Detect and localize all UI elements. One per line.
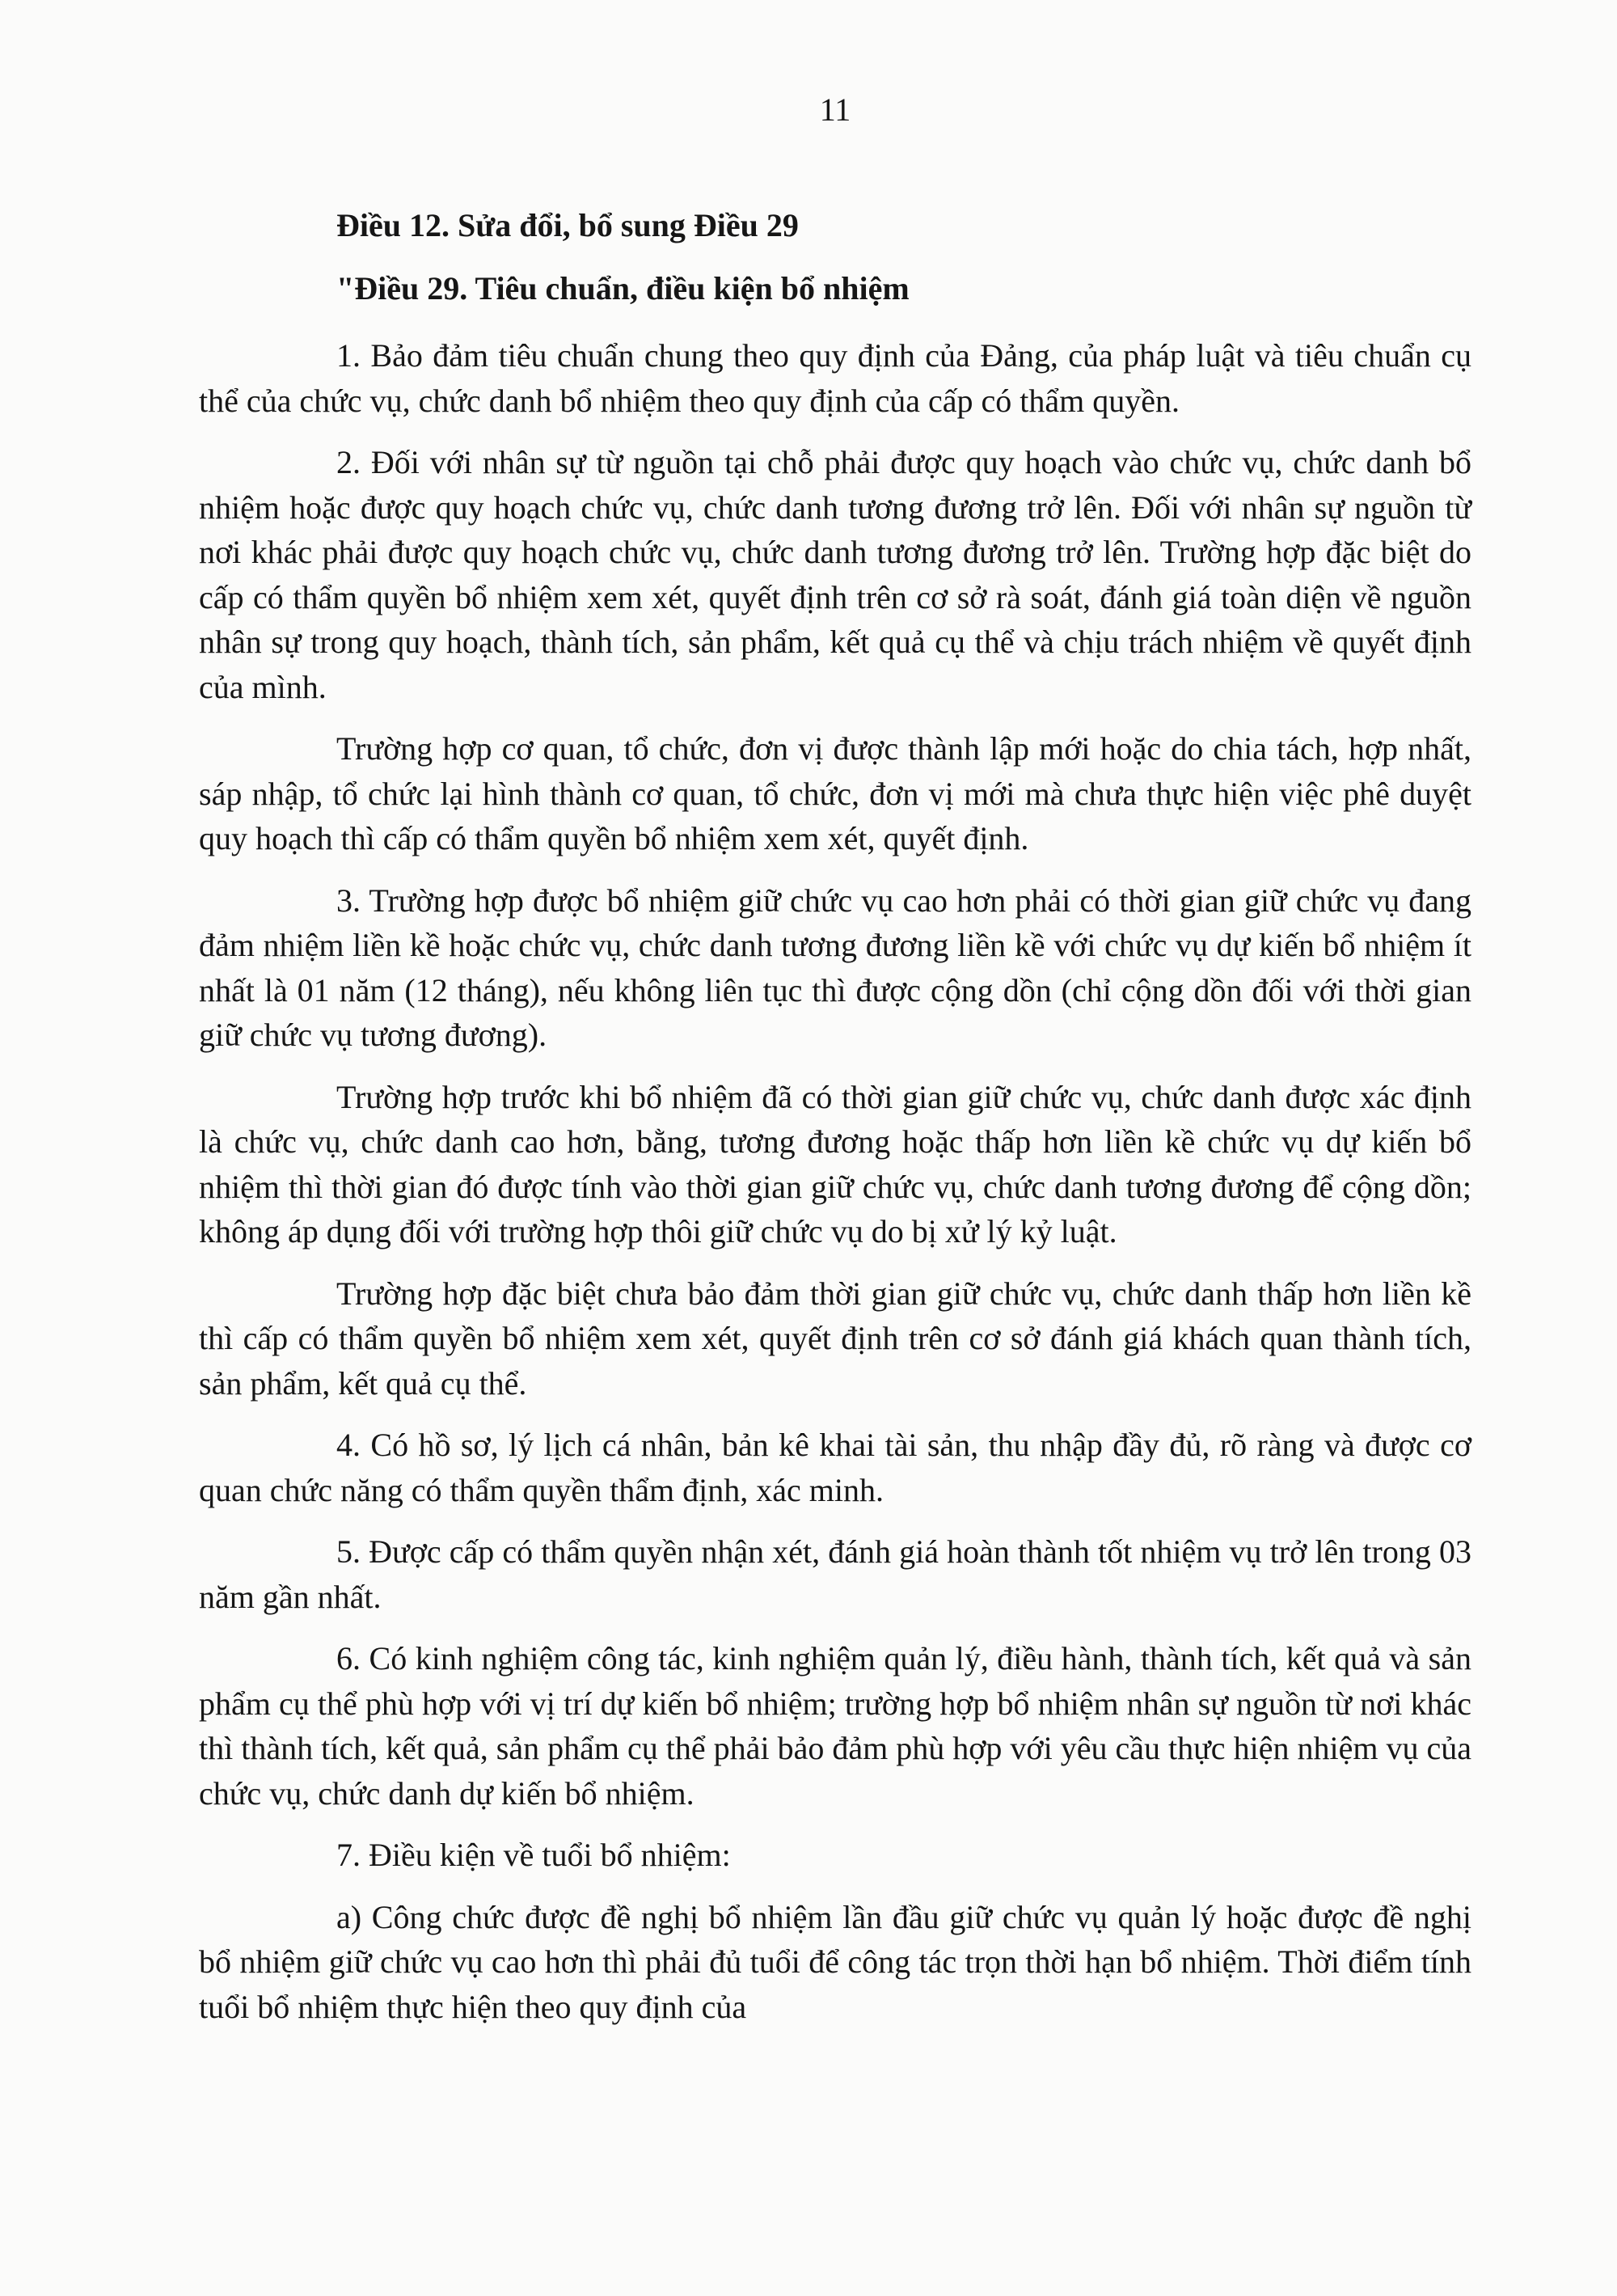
paragraph-clause-6: 6. Có kinh nghiệm công tác, kinh nghiệm quản lý, điều hành, thành tích, kết quả và sản phẩm cụ thể phù hợp với vị trí dự kiến bổ nhiệm; trường hợp bổ nhiệm nhân sự nguồn từ nơi khác thì thành tích, kết quả, sản phẩm cụ thể phải bảo đảm phù hợp với yêu cầu thực hiện nhiệm vụ của chức vụ, chức danh dự kiến bổ nhiệm. xyxy=(199,1640,1471,1812)
paragraph-clause-7a: a) Công chức được đề nghị bổ nhiệm lần đầu giữ chức vụ quản lý hoặc được đề nghị bổ nhiệm giữ chức vụ cao hơn thì phải đủ tuổi để công tác trọn thời hạn bổ nhiệm. Thời điểm tính tuổi bổ nhiệm thực hiện theo quy định của xyxy=(199,1898,1471,2025)
paragraph-clause-2: 2. Đối với nhân sự từ nguồn tại chỗ phải được quy hoạch vào chức vụ, chức danh bổ nhiệm hoặc được quy hoạch chức vụ, chức danh tương đương trở lên. Đối với nhân sự nguồn từ nơi khác phải được quy hoạch chức vụ, chức danh tương đương trở lên. Trường hợp đặc biệt do cấp có thẩm quyền bổ nhiệm xem xét, quyết định trên cơ sở rà soát, đánh giá toàn diện về nguồn nhân sự trong quy hoạch, thành tích, sản phẩm, kết quả cụ thể và chịu trách nhiệm về quyết định của mình. xyxy=(199,444,1471,705)
paragraph-clause-3-special-case: Trường hợp đặc biệt chưa bảo đảm thời gian giữ chức vụ, chức danh thấp hơn liền kề thì cấp có thẩm quyền bổ nhiệm xem xét, quyết định trên cơ sở đánh giá khách quan thành tích, sản phẩm, kết quả cụ thể. xyxy=(199,1275,1471,1402)
paragraph-clause-4: 4. Có hồ sơ, lý lịch cá nhân, bản kê khai tài sản, thu nhập đầy đủ, rõ ràng và được cơ quan chức năng có thẩm quyền thẩm định, xác minh. xyxy=(199,1427,1471,1508)
paragraph-clause-5: 5. Được cấp có thẩm quyền nhận xét, đánh giá hoàn thành tốt nhiệm vụ trở lên trong 03 năm gần nhất. xyxy=(199,1533,1471,1615)
paragraph-clause-2-special-case: Trường hợp cơ quan, tổ chức, đơn vị được thành lập mới hoặc do chia tách, hợp nhất, sáp nhập, tổ chức lại hình thành cơ quan, tổ chức, đơn vị mới mà chưa thực hiện việc phê duyệt quy hoạch thì cấp có thẩm quyền bổ nhiệm xem xét, quyết định. xyxy=(199,730,1471,856)
paragraph-clause-3: 3. Trường hợp được bổ nhiệm giữ chức vụ cao hơn phải có thời gian giữ chức vụ đang đảm nhiệm liền kề hoặc chức vụ, chức danh tương đương liền kề với chức vụ dự kiến bổ nhiệm ít nhất là 01 năm (12 tháng), nếu không liên tục thì được cộng dồn (chỉ cộng dồn đối với thời gian giữ chức vụ tương đương). xyxy=(199,882,1471,1053)
article-heading: Điều 12. Sửa đổi, bổ sung Điều 29 xyxy=(336,207,799,243)
page-number: 11 xyxy=(819,91,851,128)
article-subheading: "Điều 29. Tiêu chuẩn, điều kiện bổ nhiệm xyxy=(336,269,910,307)
paragraph-clause-3-prior-tenure: Trường hợp trước khi bổ nhiệm đã có thời gian giữ chức vụ, chức danh được xác định là chức vụ, chức danh cao hơn, bằng, tương đương hoặc thấp hơn liền kề chức vụ dự kiến bổ nhiệm thì thời gian đó được tính vào thời gian giữ chức vụ, chức danh tương đương để cộng dồn; không áp dụng đối với trường hợp thôi giữ chức vụ do bị xử lý kỷ luật. xyxy=(199,1078,1471,1249)
paragraph-clause-1: 1. Bảo đảm tiêu chuẩn chung theo quy định của Đảng, của pháp luật và tiêu chuẩn cụ thể của chức vụ, chức danh bổ nhiệm theo quy định của cấp có thẩm quyền. xyxy=(199,337,1471,419)
paragraph-clause-7: 7. Điều kiện về tuổi bổ nhiệm: xyxy=(336,1837,731,1873)
